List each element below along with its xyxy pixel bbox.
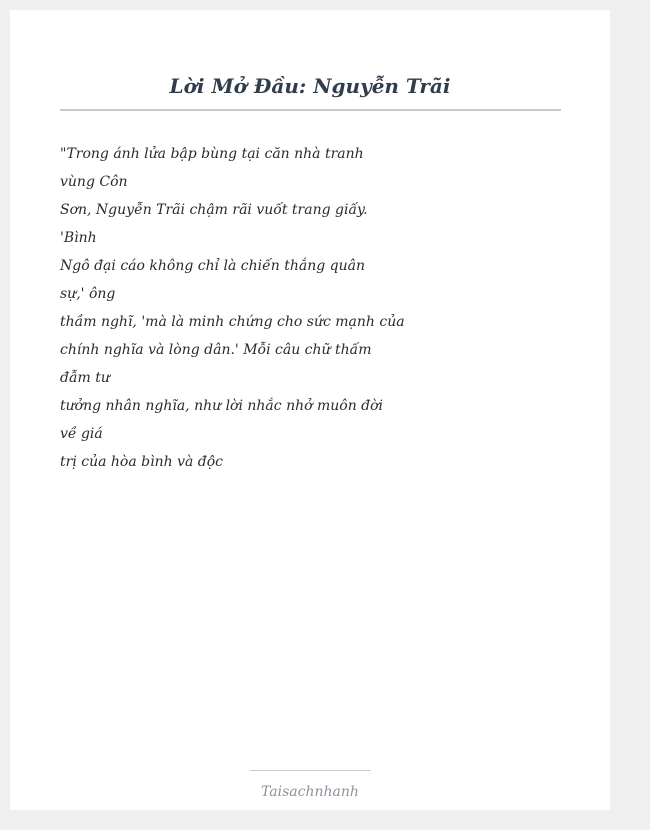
document-page xyxy=(10,10,610,810)
body-line: đẫm tư xyxy=(60,370,110,386)
footer-divider xyxy=(250,770,371,771)
body-line: sự,' ông xyxy=(60,286,116,302)
body-line: tưởng nhân nghĩa, như lời nhắc nhở muôn đời xyxy=(60,398,384,414)
document-body xyxy=(60,140,560,476)
body-line: trị của hòa bình và độc xyxy=(60,454,224,470)
body-line: về giá xyxy=(60,426,103,442)
body-line: thầm nghĩ, 'mà là minh chứng cho sức mạnh của xyxy=(60,314,405,330)
footer-brand: Taisachnhanh xyxy=(261,784,359,800)
body-line: Ngô đại cáo không chỉ là chiến thắng quân xyxy=(60,258,365,274)
body-line: Sơn, Nguyễn Trãi chậm rãi vuốt trang giấy. xyxy=(60,202,368,218)
body-line: 'Bình xyxy=(60,230,97,246)
body-line: chính nghĩa và lòng dân.' Mỗi câu chữ thấm xyxy=(60,342,372,358)
document-title: Lời Mở Đầu: Nguyễn Trãi xyxy=(169,74,451,98)
title-divider xyxy=(60,109,561,111)
body-line: vùng Côn xyxy=(60,174,128,190)
body-line: "Trong ánh lửa bập bùng tại căn nhà tranh xyxy=(60,146,364,162)
